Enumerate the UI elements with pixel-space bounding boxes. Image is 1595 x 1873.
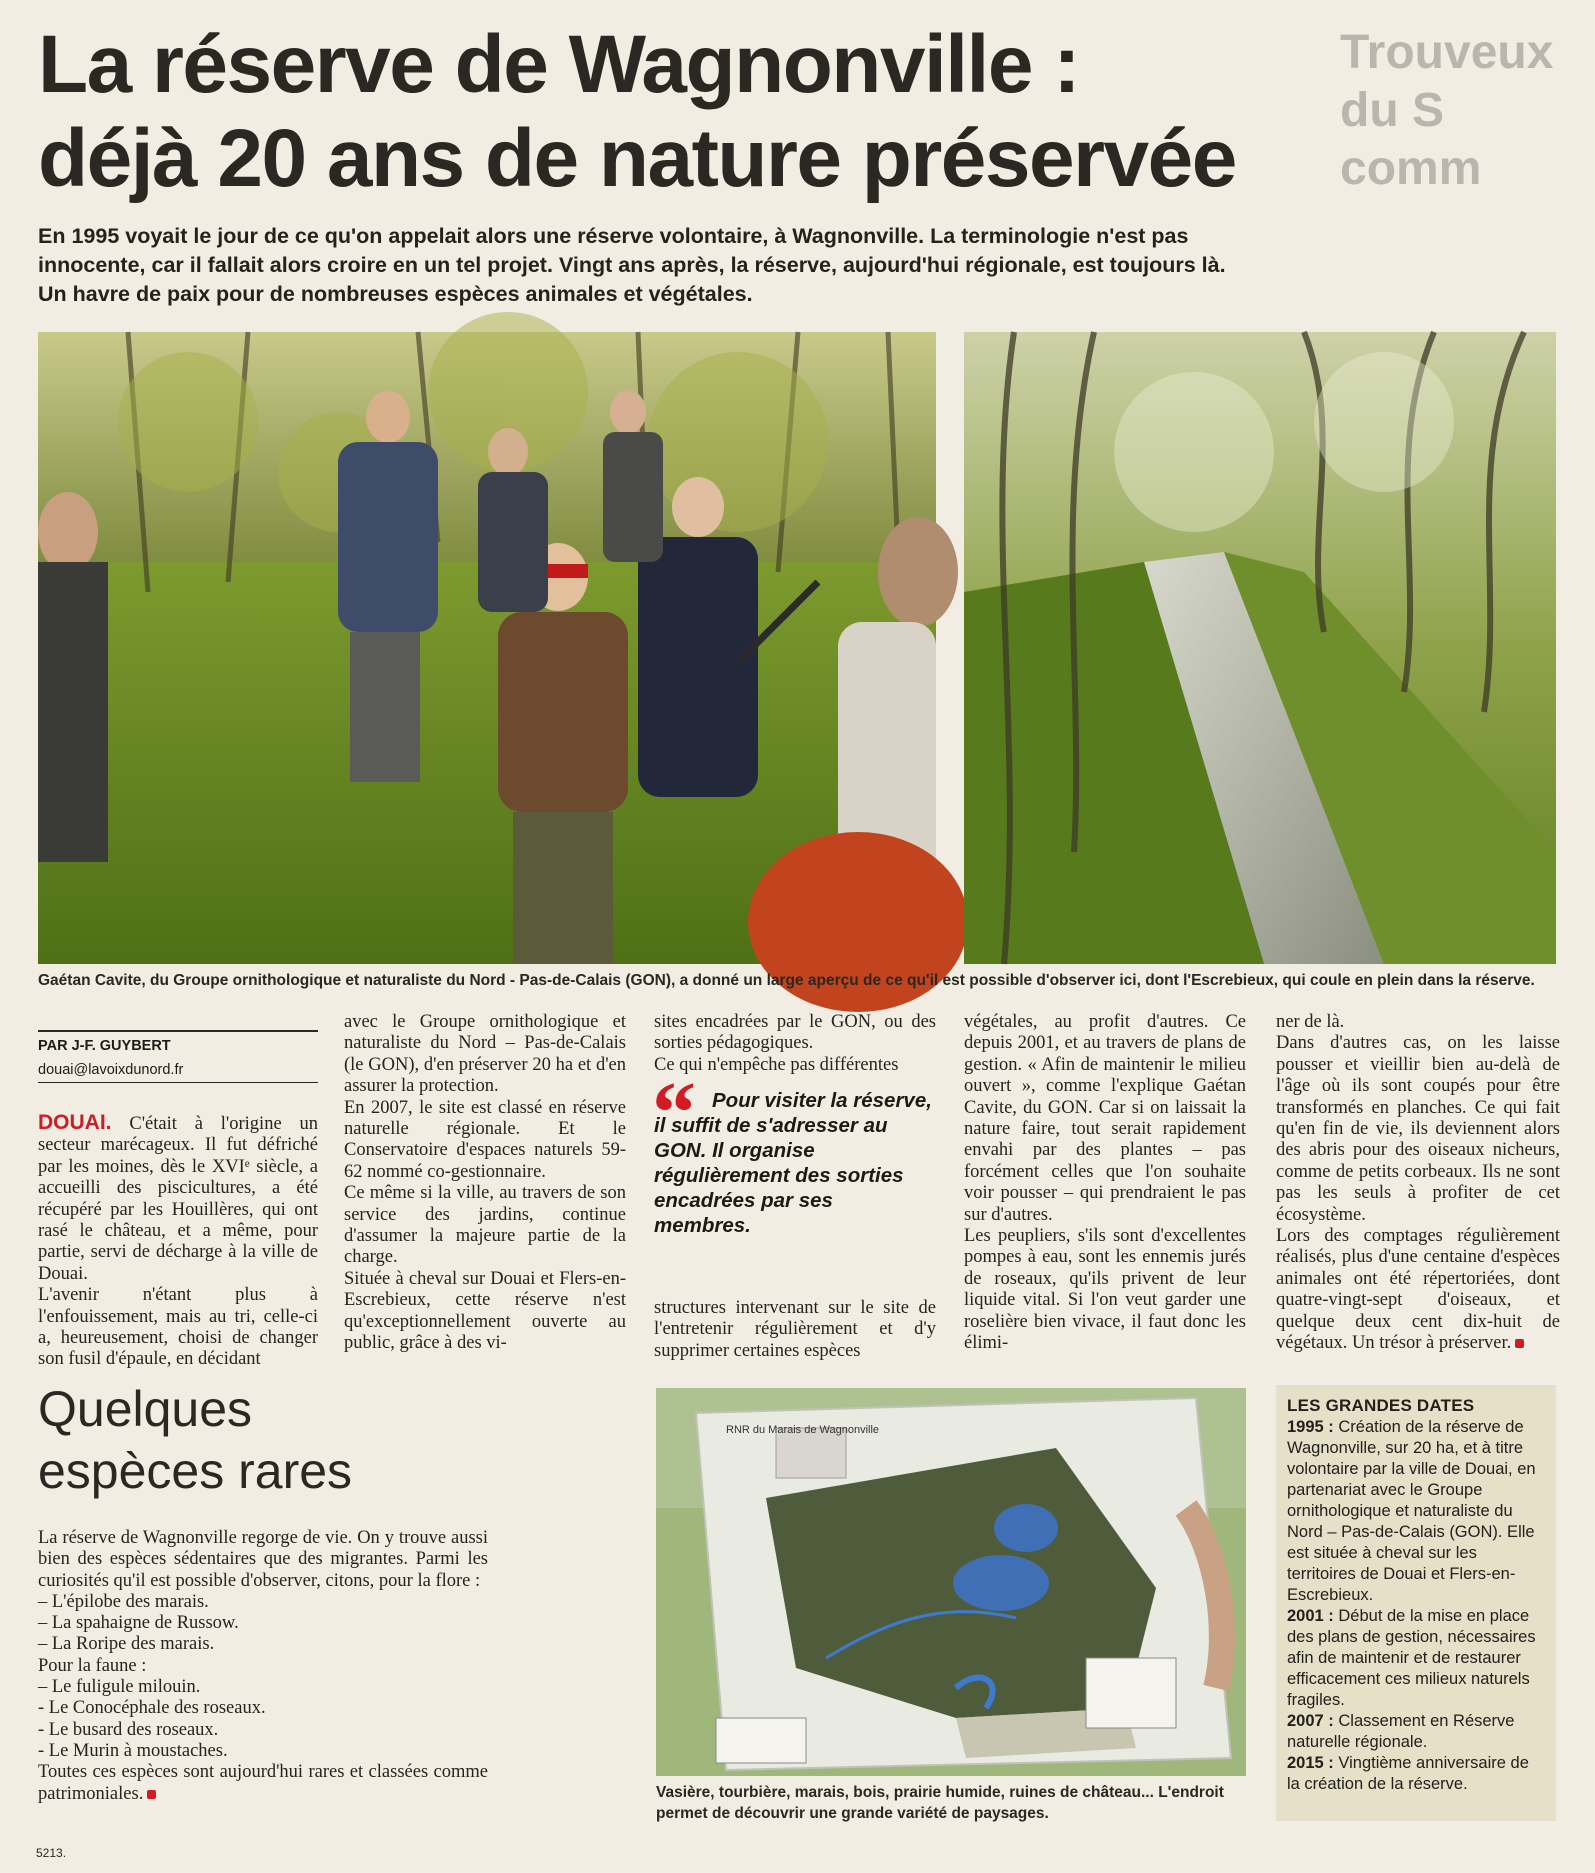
rare-species-title: [38, 1378, 598, 1502]
map-caption: Vasière, tourbière, marais, bois, prairie humide, ruines de château... L'endroit permet de découvrir une grande variété de paysages.: [656, 1784, 1224, 1822]
col2-paragraph-4: Située à cheval sur Douai et Flers-en-Escrebieux, cette réserve n'est qu'exceptionnellement ouverte au public, grâce à des vi-: [344, 1268, 626, 1354]
col2-paragraph-3: Ce même si la ville, au travers de son service des jardins, continue d'assumer la majeure partie de la charge.: [344, 1183, 626, 1268]
rare-species-outro: Toutes ces espèces sont aujourd'hui rares et classées comme patrimoniales.: [38, 1762, 488, 1804]
date-text: Début de la mise en place des plans de gestion, nécessaires afin de maintenir et de restaurer efficacement ces milieux naturels fragiles.: [1287, 1607, 1536, 1709]
bleed-line-1: Trouveux du S: [1340, 26, 1554, 137]
headline: [38, 18, 1378, 206]
quote-mark-icon: “: [652, 1065, 696, 1162]
col3-paragraph-2: Ce qui n'empêche pas différentes: [654, 1054, 899, 1075]
col4-paragraph-1: végétales, au profit d'autres. Ce depuis 2001, et au travers de plans de gestion. « Afin de maintenir le milieu ouvert », comme l'explique Gaétan Cavite, du GON. Car si on laissait la nature faire, tout serait rapidement envahi par des plantes – pas forcément celles que l'on souhaite voir pousser – qui prendraient le pas sur d'autres.: [964, 1012, 1246, 1225]
article-column-2: [344, 1012, 626, 1355]
rare-species-intro: La réserve de Wagnonville regorge de vie. On y trouve aussi bien des espèces sédentaires que des migrantes. Parmi les curiosités qu'il est possible d'observer, citons, pour la flore :: [38, 1528, 488, 1591]
col2-paragraph-2: En 2007, le site est classé en réserve naturelle régionale. Et le Conservatoire d'espaces naturels 59-62 nommé co-gestionnaire.: [344, 1097, 626, 1182]
date-year: 1995 :: [1287, 1418, 1334, 1436]
end-mark-icon: [147, 1790, 156, 1799]
group-photo: [38, 332, 936, 964]
lead-paragraph: En 1995 voyait le jour de ce qu'on appelait alors une réserve volontaire, à Wagnonville. La terminologie n'est pas innocente, car il fallait alors croire en un tel projet. Vingt ans après, la réserve, aujourd'hui régionale, est toujours là. Un havre de paix pour de nombreuses espèces animales et végétales.: [38, 224, 1226, 306]
col5-paragraph-2: Dans d'autres cas, on les laisse pousser et vieillir bien au-delà de l'âge où ils sont coupés pour être transformés en planches. Ce qui fait qu'en fin de vie, ils deviennent alors des abris pour des oiseaux nicheurs, comme de petits corbeaux. Ils ne sont pas les seuls à profiter de cet écosystème.: [1276, 1033, 1560, 1225]
col1-paragraph-2: L'avenir n'étant plus à l'enfouissement, mais au tri, celle-ci a, heureusement, choisi de changer son fusil d'épaule, en décidant: [38, 1285, 318, 1370]
article-column-3-top: [654, 1012, 936, 1076]
map-photo-image: [656, 1388, 1246, 1776]
article-column-3-bottom: [654, 1298, 936, 1362]
col1-paragraph-1: C'était à l'origine un secteur marécageux. Il fut défriché par les moines, dès le XVIᵉ siècle, a accueilli des piscicultures, a été récupéré par les Houillères, qui ont rasé le château, et a même, pour partie, servi de décharge à la ville de Douai.: [38, 1114, 319, 1284]
headline-line-2: déjà 20 ans de nature préservée: [38, 113, 1236, 204]
date-text: Création de la réserve de Wagnonville, sur 20 ha, et à titre volontaire par la ville de Douai, en partenariat avec le Groupe ornithologique et naturaliste du Nord – Pas-de-Calais (GON). Elle est située à cheval sur les territoires de Douai et Flers-en-Escrebieux.: [1287, 1418, 1536, 1604]
date-text: Classement en Réserve naturelle régionale.: [1287, 1712, 1515, 1751]
article-column-5: [1276, 1012, 1560, 1355]
date-entry: [1287, 1711, 1546, 1753]
headline-line-1: La réserve de Wagnonville :: [38, 19, 1080, 110]
rare-species-title-line-1: Quelques: [38, 1381, 253, 1437]
col5-paragraph-3: Lors des comptages régulièrement réalisés, plus d'une centaine d'espèces animales ont été répertoriées, dont quatre-vingt-sept d'oiseaux, et quelque deux cent dix-huit de végétaux. Un trésor à préserver.: [1276, 1226, 1560, 1354]
rare-species-title-line-2: espèces rares: [38, 1443, 353, 1499]
date-year: 2007 :: [1287, 1712, 1334, 1730]
group-photo-image: [38, 332, 936, 964]
pull-quote-text: Pour visiter la réserve, il suffit de s'adresser au GON. Il organise régulièrement des sorties encadrées par ses membres.: [654, 1089, 932, 1237]
date-entry: [1287, 1753, 1546, 1795]
stream-photo: [964, 332, 1556, 964]
dateline-kicker: DOUAI.: [38, 1111, 112, 1134]
col2-paragraph-1: avec le Groupe ornithologique et naturaliste du Nord – Pas-de-Calais (le GON), d'en préserver 20 ha et d'en assurer la protection.: [344, 1012, 626, 1097]
flora-item: – L'épilobe des marais.: [38, 1591, 209, 1612]
col3-paragraph-3: structures intervenant sur le site de l'entretenir régulièrement et d'y supprimer certaines espèces: [654, 1298, 936, 1361]
pull-quote: [652, 1065, 934, 1238]
fauna-item: – Le fuligule milouin.: [38, 1677, 201, 1698]
byline-author: PAR J-F. GUYBERT: [38, 1038, 171, 1054]
rare-species-body: [38, 1528, 488, 1805]
fauna-item: - Le Conocéphale des roseaux.: [38, 1698, 266, 1719]
col5-paragraph-1: ner de là.: [1276, 1012, 1345, 1032]
adjacent-article-bleed: [1340, 24, 1595, 195]
end-mark-icon: [1515, 1339, 1524, 1348]
folio: 5213.: [36, 1846, 67, 1860]
flora-item: – La spahaigne de Russow.: [38, 1613, 239, 1634]
article-column-1: [38, 1112, 318, 1371]
key-dates-box: [1276, 1385, 1556, 1821]
key-dates-title: LES GRANDES DATES: [1287, 1396, 1475, 1415]
flora-item: – La Roripe des marais.: [38, 1634, 215, 1655]
byline-email: douai@lavoixdunord.fr: [38, 1062, 184, 1078]
date-year: 2015 :: [1287, 1754, 1334, 1772]
date-entry: [1287, 1606, 1546, 1711]
byline-bottom-rule: [38, 1082, 318, 1083]
byline: [38, 1030, 318, 1083]
map-photo: [656, 1388, 1246, 1776]
date-entry: [1287, 1417, 1546, 1606]
map-title: RNR du Marais de Wagnonville: [726, 1424, 880, 1436]
article-column-4: [964, 1012, 1246, 1355]
fauna-item: - Le Murin à moustaches.: [38, 1740, 228, 1761]
date-text: Vingtième anniversaire de la création de la réserve.: [1287, 1754, 1529, 1793]
bleed-line-2: comm: [1340, 142, 1482, 195]
col4-paragraph-2: Les peupliers, s'ils sont d'excellentes pompes à eau, sont les ennemis jurés de roseaux, qu'ils privent de leur liquide vital. Si l'on veut garder une roselière bien vivace, il faut donc les élimi-: [964, 1226, 1246, 1354]
fauna-item: - Le busard des roseaux.: [38, 1719, 219, 1740]
byline-top-rule: [38, 1030, 318, 1032]
date-year: 2001 :: [1287, 1607, 1334, 1625]
photo-caption: Gaétan Cavite, du Groupe ornithologique et naturaliste du Nord - Pas-de-Calais (GON), a donné un large aperçu de ce qu'il est possible d'observer ici, dont l'Escrebieux, qui coule en plein dans la réserve.: [38, 972, 1535, 989]
fauna-label: Pour la faune :: [38, 1655, 147, 1676]
stream-photo-image: [964, 332, 1556, 964]
col3-paragraph-1: sites encadrées par le GON, ou des sorties pédagogiques.: [654, 1012, 936, 1054]
